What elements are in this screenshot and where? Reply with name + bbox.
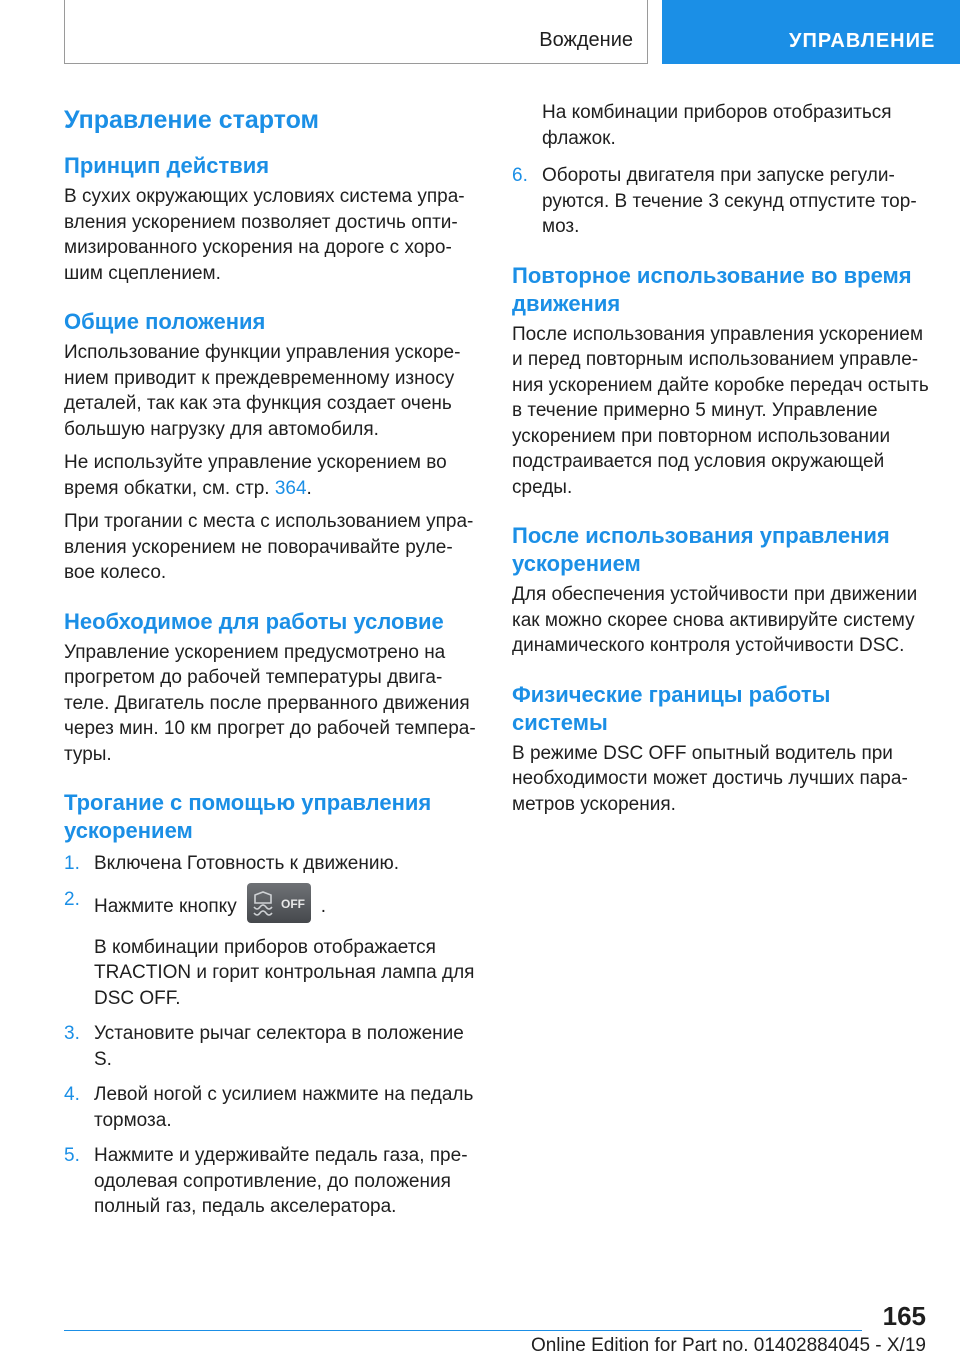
step-number: 4.: [64, 1084, 80, 1105]
text-principle: В сухих окружающих условиях система управления ускорением позволяет достичь оптимизированного ускорения на дороге с хорошим сцеплением.: [64, 186, 465, 284]
page-number: 165: [882, 1301, 926, 1331]
text-general-1: Использование функции управления ускорением приводит к преждевременному износу деталей, так как эта функция создает очень большую нагрузку для автомобиля.: [64, 342, 461, 440]
list-item: [64, 1021, 476, 1072]
step-number: 5.: [64, 1145, 80, 1166]
text-condition: Управление ускорением предусмотрено на прогретом до рабочей температуры двигателе. Двигатель после прерванного движения через мин. 10 км прогрет до рабочей температуры.: [64, 641, 476, 765]
heading-general: Общие положения: [64, 309, 266, 334]
left-column: [64, 104, 476, 1230]
text-general-2-post: .: [306, 477, 312, 499]
header-section: Вождение: [539, 29, 633, 51]
list-item: [64, 1143, 476, 1220]
heading-limits: Физические границы работы системы: [512, 681, 831, 735]
right-column: [512, 100, 932, 825]
text-general-3: При трогании с места с использованием управления ускорением не поворачивайте рулевое колесо.: [64, 511, 474, 583]
heading-launch: Трогание с помощью управления ускорением: [64, 790, 432, 843]
page-link-364[interactable]: 364: [274, 477, 307, 499]
heading-principle: Принцип действия: [64, 153, 270, 178]
step-text: Левой ногой с усилием нажмите на педаль тормоза.: [94, 1084, 474, 1131]
text-repeat: После использования управления ускорением и перед повторным использованием управления ускорением дайте коробке передач остыть в течение примерно 5 минут. Управление ускорением при повторном использовании подстраивается под условия окружающей среды.: [512, 323, 929, 498]
text-limits: В режиме DSC OFF опытный водитель при необходимости может достичь лучших параметров ускорения.: [512, 742, 908, 815]
heading-after: После использования управления ускорением: [512, 523, 890, 576]
step-text: Обороты двигателя при запуске регулируются. В течение 3 секунд отпустите тормоз.: [542, 165, 917, 237]
step-number: 1.: [64, 853, 80, 874]
step-text: Нажмите и удерживайте педаль газа, преодолевая сопротивление, до положения полный газ, педаль акселератора.: [94, 1145, 468, 1217]
heading-repeat: Повторное использование во время движения: [512, 262, 912, 316]
text-general-2-pre: Не используйте управление ускорением во время обкатки, см. стр.: [64, 452, 447, 499]
step-text: [94, 887, 476, 927]
footer-edition: Online Edition for Part no. 01402884045 - X/19: [530, 1335, 926, 1356]
page-title: Управление стартом: [64, 106, 320, 134]
step-5-continued: На комбинации приборов отобразиться флажок.: [542, 102, 892, 149]
step-text: Установите рычаг селектора в положение S.: [94, 1023, 464, 1070]
footer-divider: [64, 1330, 862, 1331]
header-frame: [64, 0, 648, 64]
list-item: [64, 851, 476, 877]
step-text-main: Нажмите кнопку: [94, 895, 237, 917]
button-off-label: OFF: [280, 896, 305, 911]
text-after: Для обеспечения устойчивости при движении как можно скорее снова активируйте систему динамического контроля устойчивости DSC.: [512, 584, 918, 656]
launch-steps-continued: [512, 163, 932, 240]
text-general-2: [64, 450, 476, 501]
step-text-after: .: [320, 895, 326, 917]
step-number: 6.: [512, 165, 528, 186]
list-item: [512, 163, 932, 240]
step-number: 2.: [64, 888, 80, 910]
step-text: Включена Готовность к движению.: [94, 853, 399, 874]
dsc-off-button-icon: [247, 883, 311, 923]
launch-steps: [64, 851, 476, 1220]
list-item: [64, 887, 476, 1012]
step-subtext: В комбинации приборов отображается TRACTION и горит контрольная лампа для DSC OFF.: [94, 936, 475, 1009]
step-number: 3.: [64, 1023, 80, 1044]
list-item: [64, 1082, 476, 1133]
header-tab[interactable]: УПРАВЛЕНИЕ: [662, 0, 960, 64]
heading-condition: Необходимое для работы условие: [64, 608, 444, 634]
